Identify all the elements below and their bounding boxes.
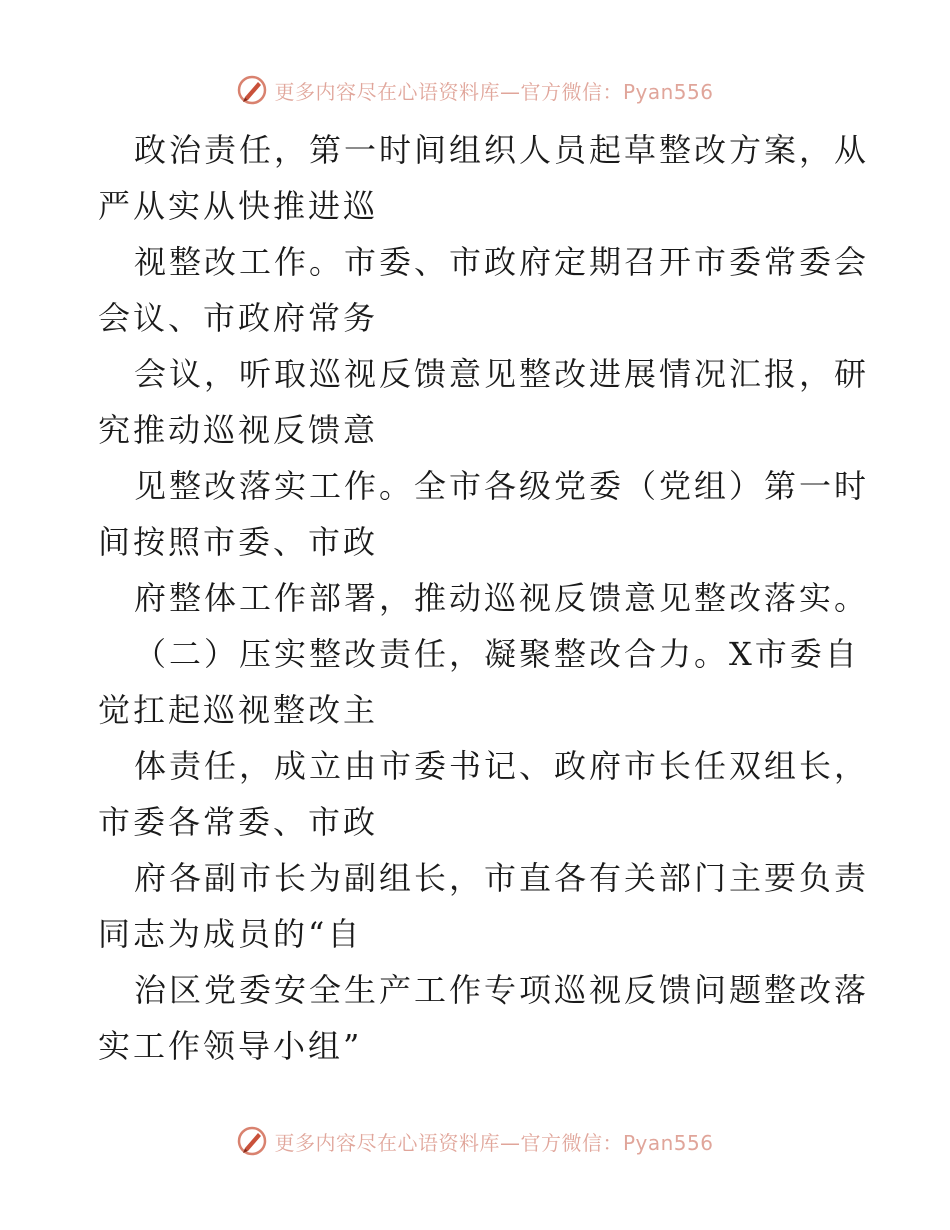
text-line: 会议、市政府常务 [98, 299, 379, 337]
text-line: 实工作领导小组” [98, 1027, 363, 1065]
text-line: （二）压实整改责任，凝聚整改合力。X市委自 [134, 635, 860, 673]
text-line: 府各副市长为副组长，市直各有关部门主要负责 [134, 859, 870, 897]
text-line: 究推动巡视反馈意 [98, 411, 379, 449]
text-line: 见整改落实工作。全市各级党委（党组）第一时 [134, 467, 870, 505]
pen-logo-icon [236, 1125, 268, 1157]
footer-watermark [0, 1121, 950, 1161]
text-line: 觉扛起巡视整改主 [98, 691, 379, 729]
text-line: 视整改工作。市委、市政府定期召开市委常委会 [134, 243, 870, 281]
text-line: 体责任，成立由市委书记、政府市长任双组长， [134, 747, 870, 785]
document-body [98, 122, 870, 1074]
text-line: 严从实从快推进巡 [98, 187, 379, 225]
text-line: 府整体工作部署，推动巡视反馈意见整改落实。 [134, 579, 870, 617]
text-line: 会议，听取巡视反馈意见整改进展情况汇报，研 [134, 355, 870, 393]
watermark-text: 更多内容尽在心语资料库—官方微信：Pyan556 [274, 79, 714, 104]
text-line: 同志为成员的“自 [98, 915, 363, 953]
pen-logo-icon [236, 74, 268, 106]
text-line: 政治责任，第一时间组织人员起草整改方案，从 [134, 131, 870, 169]
text-line: 间按照市委、市政 [98, 523, 379, 561]
watermark-text: 更多内容尽在心语资料库—官方微信：Pyan556 [274, 1130, 714, 1155]
text-line: 市委各常委、市政 [98, 803, 379, 841]
header-watermark [0, 70, 950, 110]
text-line: 治区党委安全生产工作专项巡视反馈问题整改落 [134, 971, 870, 1009]
